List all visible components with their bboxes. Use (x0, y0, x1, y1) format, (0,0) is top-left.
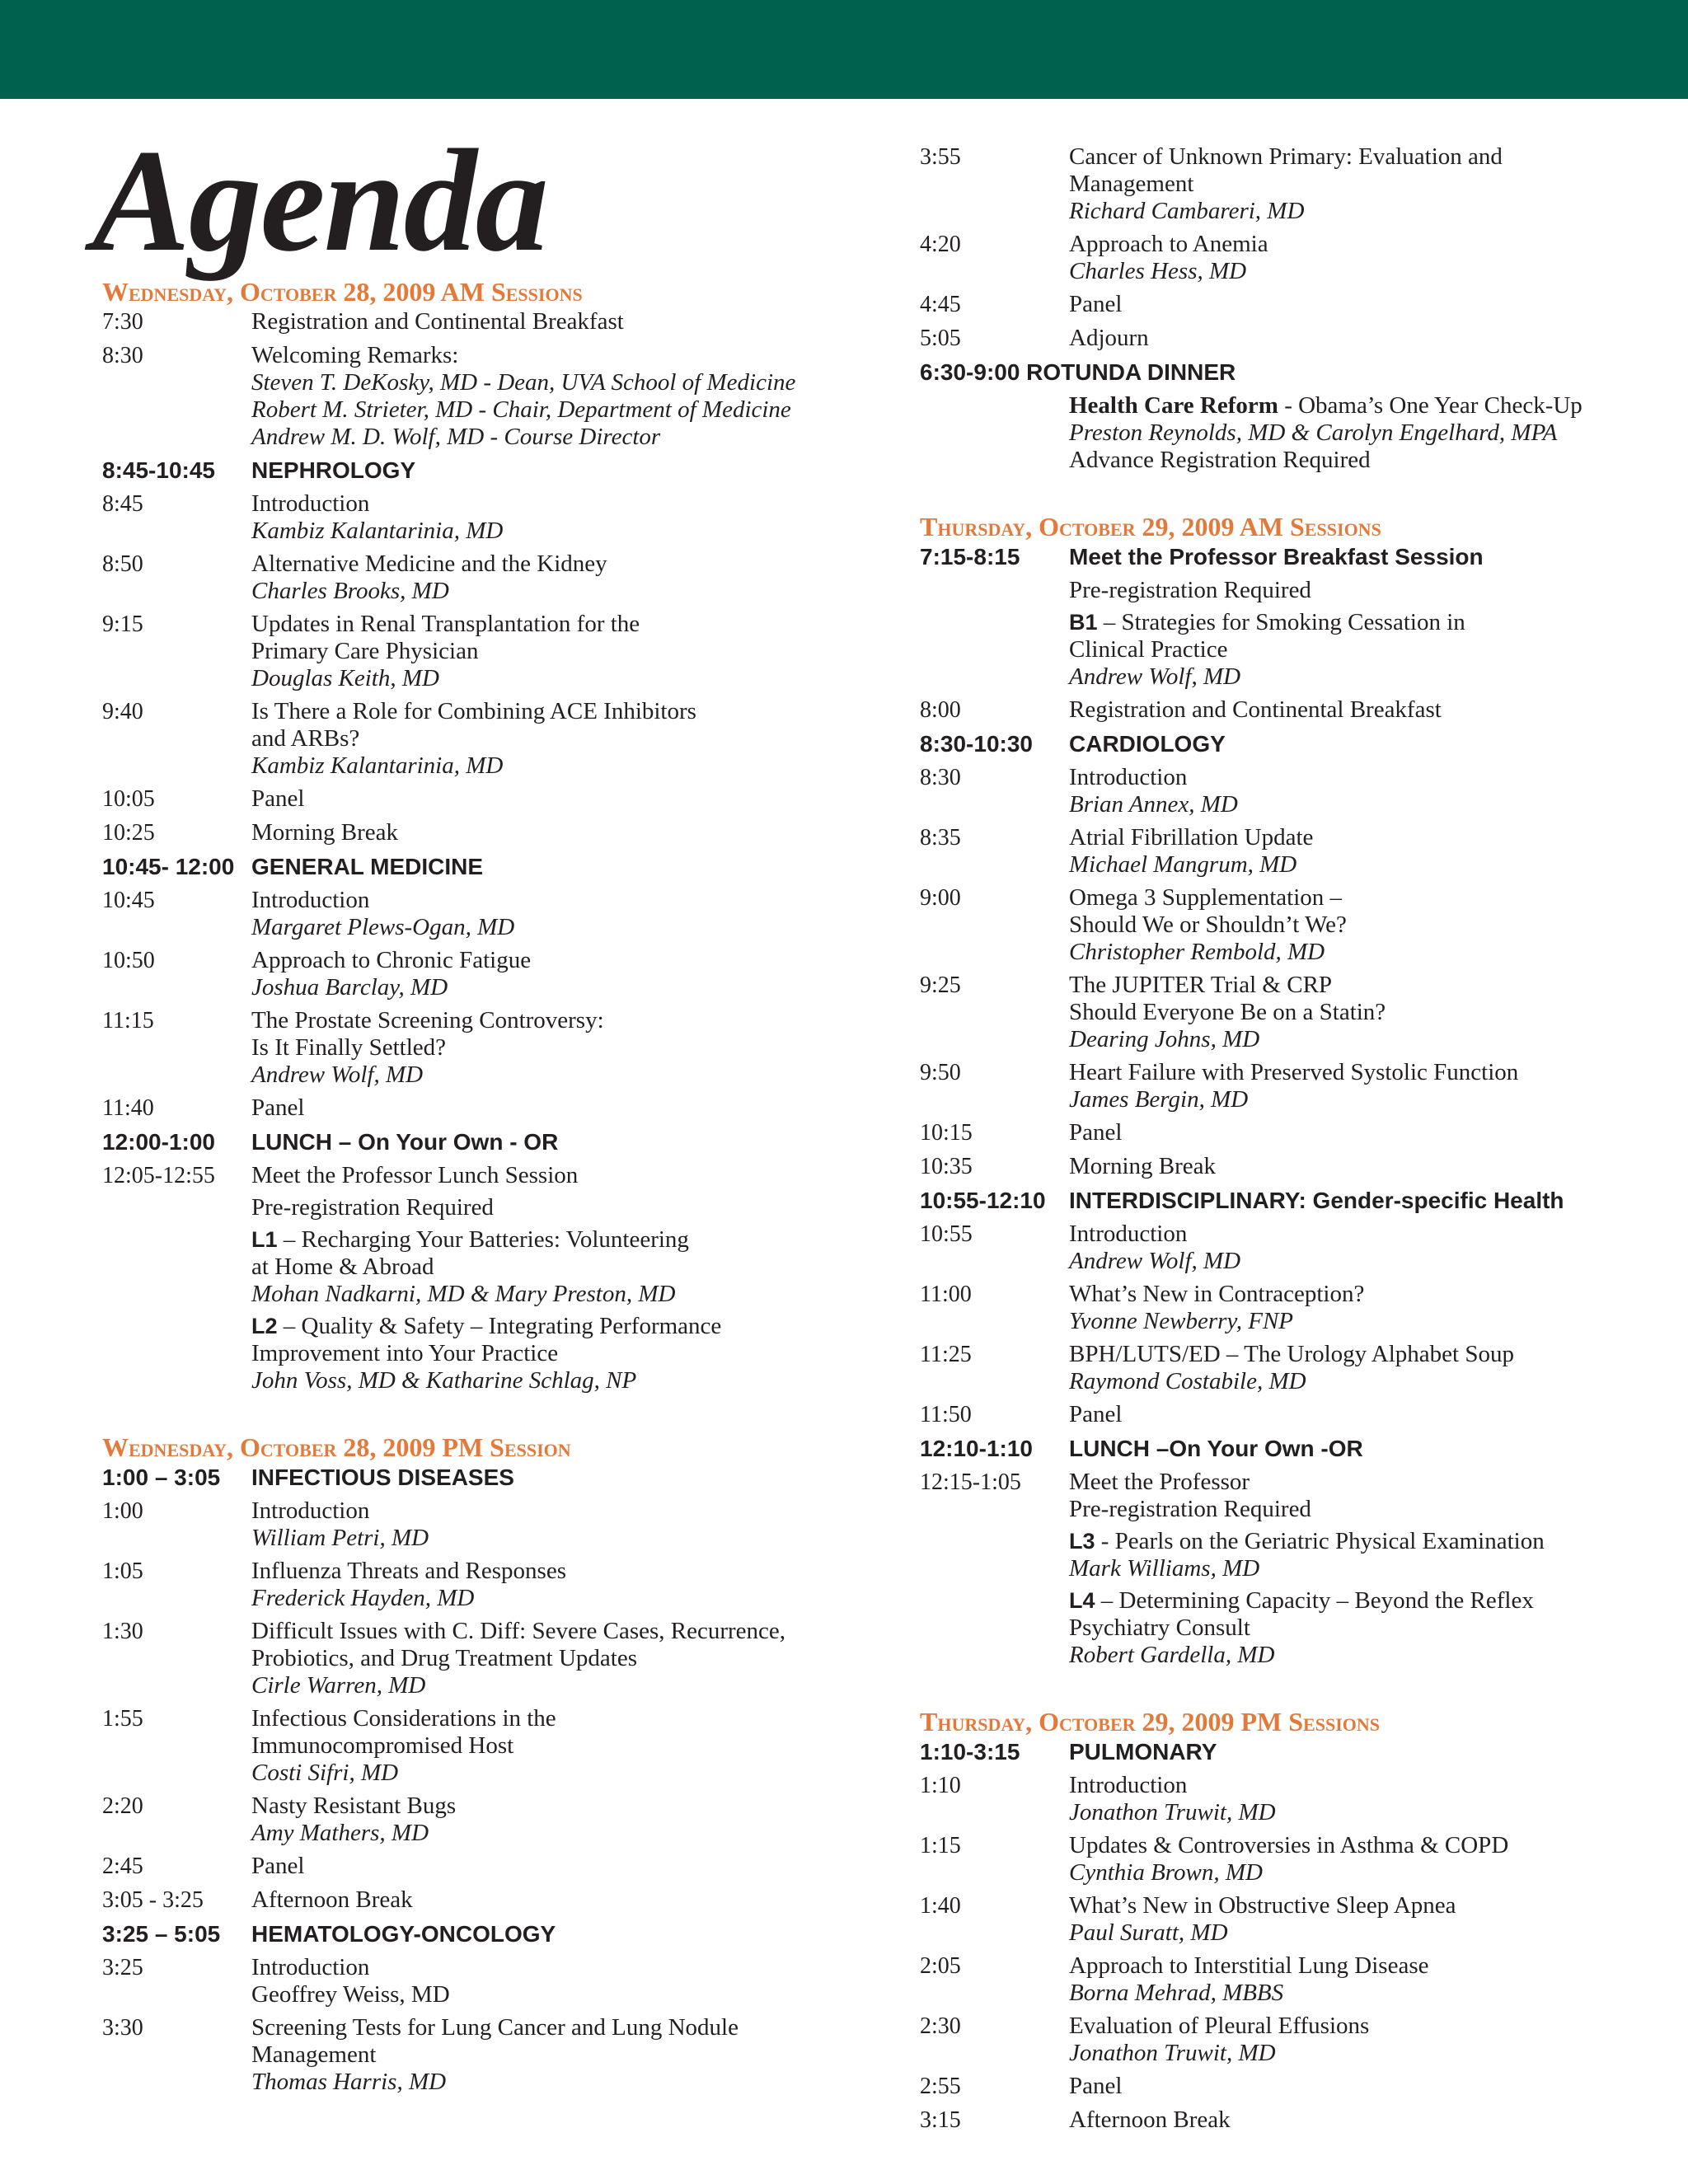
session-text: Morning Break (251, 819, 398, 846)
speaker-name: Paul Suratt, MD (1069, 1919, 1228, 1946)
track-title (1236, 359, 1662, 387)
speaker-name: Margaret Plews-Ogan, MD (251, 914, 515, 940)
time-slot: 10:50 (102, 948, 155, 973)
session-details (251, 1497, 844, 1552)
time-slot: 10:55 (920, 1221, 973, 1247)
session-details (251, 1705, 844, 1787)
time-slot: 9:50 (920, 1060, 961, 1085)
speaker-name: Costi Sifri, MD (251, 1760, 399, 1786)
session-text: Health Care Reform - Obama’s One Year Check-Up (1069, 392, 1582, 419)
session-text: Difficult Issues with C. Diff: Severe Cases, Recurrence, (251, 1618, 786, 1644)
time-slot: 9:40 (102, 699, 143, 724)
session-details (251, 1853, 844, 1881)
speaker-name: John Voss, MD & Katharine Schlag, NP (251, 1367, 637, 1394)
session-text: BPH/LUTS/ED – The Urology Alphabet Soup (1069, 1341, 1514, 1367)
speaker-name: Raymond Costabile, MD (1069, 1368, 1306, 1394)
session-text: Management (251, 2041, 377, 2068)
session-details (1069, 143, 1662, 225)
track-heading (920, 1187, 1662, 1215)
agenda-row (102, 1497, 844, 1552)
track-title: LUNCH – On Your Own - OR (251, 1129, 559, 1155)
session-details (251, 1793, 844, 1847)
session-details (1069, 1281, 1662, 1335)
agenda-row (102, 1558, 844, 1612)
time-slot: 10:45 (102, 888, 155, 913)
speaker-name: Borna Mehrad, MBBS (1069, 1980, 1284, 2006)
session-details (1069, 1119, 1662, 1147)
agenda-row (920, 392, 1662, 474)
session-details (251, 308, 844, 336)
session-text: Afternoon Break (1069, 2107, 1231, 2133)
track-title: CARDIOLOGY (1069, 731, 1226, 757)
session-text: Updates & Controversies in Asthma & COPD (1069, 1832, 1509, 1858)
session-text: Heart Failure with Preserved Systolic Function (1069, 1059, 1519, 1085)
session-text: Advance Registration Required (1069, 447, 1371, 473)
speaker-name: Andrew Wolf, MD (251, 1062, 424, 1088)
session-details (1069, 1892, 1662, 1947)
session-text: What’s New in Contraception? (1069, 1281, 1365, 1307)
speaker-name: Michael Mangrum, MD (1069, 851, 1297, 878)
time-slot: 8:50 (102, 551, 143, 577)
time-slot: 1:10 (920, 1773, 961, 1798)
speaker-name: Charles Brooks, MD (251, 578, 449, 604)
session-details (251, 819, 844, 847)
session-details (1069, 1153, 1662, 1181)
time-slot: 9:25 (920, 972, 961, 998)
session-text: Panel (1069, 1401, 1123, 1427)
time-slot: 1:00 – 3:05 (102, 1465, 221, 1490)
session-text: Approach to Anemia (1069, 231, 1268, 257)
speaker-name: Cirle Warren, MD (251, 1672, 426, 1699)
track-heading (102, 457, 844, 485)
speaker-name: Frederick Hayden, MD (251, 1585, 475, 1611)
session-details (1069, 1059, 1662, 1113)
agenda-row (102, 947, 844, 1001)
session-details (1069, 577, 1662, 691)
agenda-row (920, 972, 1662, 1053)
session-details (1069, 1772, 1662, 1826)
session-details (251, 1886, 844, 1915)
session-text: Primary Care Physician (251, 638, 479, 664)
session-text: Alternative Medicine and the Kidney (251, 551, 607, 577)
track-heading (102, 1920, 844, 1948)
session-details (1069, 764, 1662, 818)
session-text: Panel (251, 1094, 305, 1121)
agenda-row (920, 1341, 1662, 1395)
agenda-row (920, 1401, 1662, 1429)
agenda-row (102, 551, 844, 605)
header-band (0, 0, 1688, 99)
session-text: Improvement into Your Practice (251, 1340, 559, 1366)
session-text: Welcoming Remarks: (251, 342, 459, 368)
session-text: Introduction (1069, 1772, 1188, 1798)
time-slot: 12:00-1:00 (102, 1129, 215, 1155)
track-title: INFECTIOUS DISEASES (251, 1465, 514, 1490)
agenda-row (102, 1007, 844, 1089)
session-text: Approach to Chronic Fatigue (251, 947, 532, 973)
session-details (251, 1618, 844, 1699)
time-slot: 1:55 (102, 1706, 143, 1732)
session-details (1069, 1341, 1662, 1395)
session-details (1069, 231, 1662, 285)
track-title: PULMONARY (1069, 1739, 1217, 1765)
agenda-row (920, 1059, 1662, 1113)
agenda-row (920, 824, 1662, 879)
session-text: Panel (251, 1853, 305, 1879)
session-text: L2 – Quality & Safety – Integrating Performance (251, 1313, 722, 1339)
time-slot: 9:00 (920, 885, 961, 911)
session-text: Psychiatry Consult (1069, 1615, 1250, 1641)
track-heading (102, 853, 844, 881)
session-details (251, 551, 844, 605)
time-slot: 3:30 (102, 2015, 143, 2041)
track-heading (920, 1435, 1662, 1463)
agenda-row (102, 1886, 844, 1915)
session-text: Meet the Professor Lunch Session (251, 1162, 579, 1188)
page-title: Agenda (92, 119, 547, 282)
time-slot: 1:05 (102, 1558, 143, 1584)
time-slot: 10:15 (920, 1120, 973, 1146)
session-text: Approach to Interstitial Lung Disease (1069, 1952, 1429, 1979)
time-slot: 2:45 (102, 1854, 143, 1879)
speaker-name: Brian Annex, MD (1069, 791, 1238, 818)
session-details (1069, 325, 1662, 353)
time-slot: 10:25 (102, 820, 155, 846)
session-text: Introduction (251, 490, 370, 517)
session-details (1069, 884, 1662, 966)
track-title: NEPHROLOGY (251, 457, 416, 483)
time-slot: 11:15 (102, 1008, 154, 1033)
time-slot: 1:30 (102, 1619, 143, 1644)
speaker-name: Steven T. DeKosky, MD - Dean, UVA School of Medicine (251, 369, 796, 396)
agenda-row (102, 698, 844, 780)
time-slot: 4:20 (920, 232, 961, 257)
track-heading (102, 1464, 844, 1492)
session-text: Pre-registration Required (1069, 1496, 1311, 1522)
session-text: Should Everyone Be on a Statin? (1069, 999, 1386, 1025)
time-slot: 11:25 (920, 1342, 972, 1367)
time-slot (920, 577, 1069, 691)
session-details (251, 785, 844, 813)
agenda-row (920, 884, 1662, 966)
session-details (1069, 291, 1662, 319)
track-heading (920, 730, 1662, 758)
session-details (251, 1954, 844, 2008)
speaker-name: Preston Reynolds, MD & Carolyn Engelhard, MPA (1069, 419, 1558, 446)
speaker-name: Robert Gardella, MD (1069, 1642, 1275, 1668)
session-text: Meet the Professor (1069, 1469, 1250, 1495)
track-title: HEMATOLOGY-ONCOLOGY (251, 1921, 556, 1947)
session-text: Pre-registration Required (1069, 577, 1311, 603)
speaker-name: William Petri, MD (251, 1525, 429, 1551)
agenda-row (102, 1954, 844, 2008)
agenda-row (920, 1281, 1662, 1335)
agenda-row (920, 1119, 1662, 1147)
agenda-row (920, 2073, 1662, 2101)
session-text: at Home & Abroad (251, 1254, 434, 1280)
session-text: Evaluation of Pleural Effusions (1069, 2013, 1370, 2039)
track-title: GENERAL MEDICINE (251, 854, 484, 879)
session-text: Nasty Resistant Bugs (251, 1793, 457, 1819)
session-header: Thursday, October 29, 2009 AM Sessions (920, 512, 1381, 541)
time-slot: 5:05 (920, 326, 961, 351)
session-text: Probiotics, and Drug Treatment Updates (251, 1645, 637, 1671)
track-title: Meet the Professor Breakfast Session (1069, 544, 1484, 569)
time-slot: 10:45- 12:00 (102, 854, 235, 879)
session-text: Registration and Continental Breakfast (251, 308, 624, 335)
agenda-row (920, 231, 1662, 285)
agenda-row (920, 2013, 1662, 2067)
time-slot: 8:35 (920, 825, 961, 851)
speaker-name: Christopher Rembold, MD (1069, 939, 1325, 965)
agenda-right-column (920, 143, 1662, 2135)
time-slot: 12:05-12:55 (102, 1163, 215, 1188)
session-code: L2 (251, 1314, 278, 1338)
speaker-name: Cynthia Brown, MD (1069, 1859, 1263, 1886)
time-slot: 7:15-8:15 (920, 544, 1020, 569)
agenda-row (920, 291, 1662, 319)
speaker-name: Charles Hess, MD (1069, 258, 1247, 284)
agenda-row (102, 1094, 844, 1122)
time-slot: 11:00 (920, 1282, 972, 1307)
session-text: Influenza Threats and Responses (251, 1558, 566, 1584)
session-header: Wednesday, October 28, 2009 AM Sessions (102, 277, 583, 307)
speaker-name: Amy Mathers, MD (251, 1820, 429, 1846)
speaker-name: Mark Williams, MD (1069, 1555, 1260, 1582)
agenda-row (102, 887, 844, 941)
time-slot: 1:10-3:15 (920, 1739, 1020, 1765)
time-slot: 2:30 (920, 2013, 961, 2039)
session-details (251, 490, 844, 545)
session-text: Omega 3 Supplementation – (1069, 884, 1343, 911)
session-details (251, 698, 844, 780)
session-code: L1 (251, 1227, 278, 1252)
speaker-name: Joshua Barclay, MD (251, 974, 448, 1001)
session-text: The Prostate Screening Controversy: (251, 1007, 604, 1033)
time-slot: 6:30-9:00 ROTUNDA DINNER (920, 359, 1236, 385)
session-details (1069, 2013, 1662, 2067)
agenda-left-column (102, 275, 844, 2096)
session-text: Adjourn (1069, 325, 1149, 351)
agenda-row (920, 325, 1662, 353)
speaker-name: Jonathon Truwit, MD (1069, 1799, 1276, 1825)
session-details (251, 947, 844, 1001)
session-details (251, 1558, 844, 1612)
session-details (1069, 1221, 1662, 1275)
agenda-row (102, 490, 844, 545)
session-text: The JUPITER Trial & CRP (1069, 972, 1333, 998)
time-slot: 2:05 (920, 1953, 961, 1979)
speaker-name: Douglas Keith, MD (251, 665, 439, 691)
session-header: Thursday, October 29, 2009 PM Sessions (920, 1707, 1381, 1736)
time-slot: 1:40 (920, 1893, 961, 1919)
time-slot: 3:05 - 3:25 (102, 1887, 204, 1913)
session-text: Immunocompromised Host (251, 1732, 514, 1759)
session-text: Screening Tests for Lung Cancer and Lung Nodule (251, 2014, 738, 2041)
session-details (251, 1094, 844, 1122)
session-text: Introduction (1069, 764, 1188, 790)
speaker-name: Dearing Johns, MD (1069, 1026, 1260, 1052)
track-heading (102, 1128, 844, 1156)
agenda-row (920, 2107, 1662, 2135)
session-text: Panel (1069, 1119, 1123, 1146)
speaker-name: Kambiz Kalantarinia, MD (251, 752, 504, 779)
session-details (1069, 696, 1662, 724)
session-code: L3 (1069, 1529, 1095, 1554)
session-text: L4 – Determining Capacity – Beyond the Reflex (1069, 1587, 1534, 1614)
session-text: Management (1069, 171, 1194, 197)
speaker-name: James Bergin, MD (1069, 1086, 1249, 1113)
time-slot: 8:30 (920, 765, 961, 790)
time-slot: 3:15 (920, 2107, 961, 2133)
agenda-row (102, 1705, 844, 1787)
time-slot: 4:45 (920, 292, 961, 317)
session-text: and ARBs? (251, 725, 360, 752)
speaker-name: Robert M. Strieter, MD - Chair, Department of Medicine (251, 396, 791, 423)
session-details (1069, 1469, 1662, 1669)
agenda-row (920, 1892, 1662, 1947)
time-slot: 7:30 (102, 309, 143, 335)
session-details (1069, 2107, 1662, 2135)
session-text: Cancer of Unknown Primary: Evaluation and (1069, 143, 1503, 170)
agenda-row (920, 577, 1662, 691)
session-details (251, 342, 844, 451)
time-slot: 1:00 (102, 1498, 143, 1524)
session-text: Panel (1069, 291, 1123, 317)
session-details (251, 2014, 844, 2096)
session-text: Introduction (251, 1954, 370, 1980)
time-slot: 3:25 – 5:05 (102, 1921, 221, 1947)
session-text: Is There a Role for Combining ACE Inhibitors (251, 698, 696, 724)
time-slot: 11:50 (920, 1402, 972, 1427)
session-text: Is It Finally Settled? (251, 1034, 446, 1061)
agenda-row (920, 1221, 1662, 1275)
session-text: What’s New in Obstructive Sleep Apnea (1069, 1892, 1456, 1919)
time-slot: 8:45 (102, 491, 143, 517)
time-slot: 10:05 (102, 786, 155, 812)
agenda-row (920, 1952, 1662, 2007)
time-slot: 2:55 (920, 2074, 961, 2099)
session-details (1069, 1832, 1662, 1886)
session-details (251, 611, 844, 692)
agenda-row (102, 308, 844, 336)
time-slot: 8:45-10:45 (102, 457, 215, 483)
session-text: Clinical Practice (1069, 636, 1228, 663)
session-text: Infectious Considerations in the (251, 1705, 556, 1732)
session-details (1069, 392, 1662, 474)
agenda-row (102, 611, 844, 692)
agenda-row (920, 1772, 1662, 1826)
agenda-row (102, 1618, 844, 1699)
agenda-row (102, 1853, 844, 1881)
time-slot: 3:55 (920, 144, 961, 170)
session-details (251, 1162, 844, 1394)
session-details (1069, 2073, 1662, 2101)
session-text: Introduction (1069, 1221, 1188, 1247)
session-details (1069, 1952, 1662, 2007)
session-header: Wednesday, October 28, 2009 PM Session (102, 1432, 571, 1462)
session-details (251, 1007, 844, 1089)
session-text: Morning Break (1069, 1153, 1216, 1179)
session-text: Panel (251, 785, 305, 812)
time-slot: 3:25 (102, 1955, 143, 1980)
agenda-row (102, 342, 844, 451)
speaker-name: Andrew Wolf, MD (1069, 1248, 1241, 1274)
track-heading (920, 359, 1662, 387)
speaker-name: Andrew Wolf, MD (1069, 663, 1241, 690)
time-slot: 2:20 (102, 1793, 143, 1819)
track-title: LUNCH –On Your Own -OR (1069, 1436, 1363, 1461)
agenda-row (920, 1469, 1662, 1669)
track-heading (920, 1738, 1662, 1766)
session-text: Geoffrey Weiss, MD (251, 1981, 450, 2008)
time-slot: 9:15 (102, 612, 143, 637)
session-code: B1 (1069, 610, 1098, 635)
agenda-row (920, 696, 1662, 724)
time-slot (920, 392, 1069, 474)
session-details (1069, 1401, 1662, 1429)
session-text: Updates in Renal Transplantation for the (251, 611, 640, 637)
agenda-row (102, 1793, 844, 1847)
session-details (1069, 824, 1662, 879)
session-highlight: Health Care Reform (1069, 392, 1278, 419)
session-text: L1 – Recharging Your Batteries: Volunteering (251, 1226, 689, 1253)
time-slot: 8:00 (920, 697, 961, 723)
session-text: Panel (1069, 2073, 1123, 2099)
agenda-row (920, 1153, 1662, 1181)
agenda-row (920, 764, 1662, 818)
time-slot: 10:35 (920, 1154, 973, 1179)
session-code: L4 (1069, 1588, 1095, 1613)
session-text: Introduction (251, 1497, 370, 1524)
agenda-row (920, 1832, 1662, 1886)
time-slot: 11:40 (102, 1095, 154, 1121)
session-text: Registration and Continental Breakfast (1069, 696, 1442, 723)
session-text: Afternoon Break (251, 1886, 413, 1913)
session-text: Atrial Fibrillation Update (1069, 824, 1314, 851)
speaker-name: Thomas Harris, MD (251, 2069, 447, 2095)
agenda-row (102, 2014, 844, 2096)
session-text: Should We or Shouldn’t We? (1069, 912, 1347, 938)
agenda-row (920, 143, 1662, 225)
speaker-name: Jonathon Truwit, MD (1069, 2040, 1276, 2066)
agenda-row (102, 1162, 844, 1394)
session-details (1069, 972, 1662, 1053)
speaker-name: Richard Cambareri, MD (1069, 198, 1305, 224)
speaker-name: Andrew M. D. Wolf, MD - Course Director (251, 424, 661, 450)
session-text: Introduction (251, 887, 370, 913)
time-slot: 10:55-12:10 (920, 1188, 1046, 1213)
time-slot: 8:30-10:30 (920, 731, 1033, 757)
agenda-row (102, 785, 844, 813)
time-slot: 8:30 (102, 343, 143, 368)
speaker-name: Yvonne Newberry, FNP (1069, 1308, 1294, 1334)
speaker-name: Kambiz Kalantarinia, MD (251, 518, 504, 544)
speaker-name: Mohan Nadkarni, MD & Mary Preston, MD (251, 1281, 676, 1307)
track-title: INTERDISCIPLINARY: Gender-specific Health (1069, 1188, 1564, 1213)
time-slot: 1:15 (920, 1833, 961, 1858)
session-text: B1 – Strategies for Smoking Cessation in (1069, 609, 1465, 635)
track-heading (920, 543, 1662, 571)
session-details (251, 887, 844, 941)
session-text: Pre-registration Required (251, 1194, 494, 1221)
agenda-row (102, 819, 844, 847)
session-text: L3 - Pearls on the Geriatric Physical Examination (1069, 1528, 1545, 1554)
time-slot: 12:15-1:05 (920, 1469, 1021, 1495)
time-slot: 12:10-1:10 (920, 1436, 1033, 1461)
